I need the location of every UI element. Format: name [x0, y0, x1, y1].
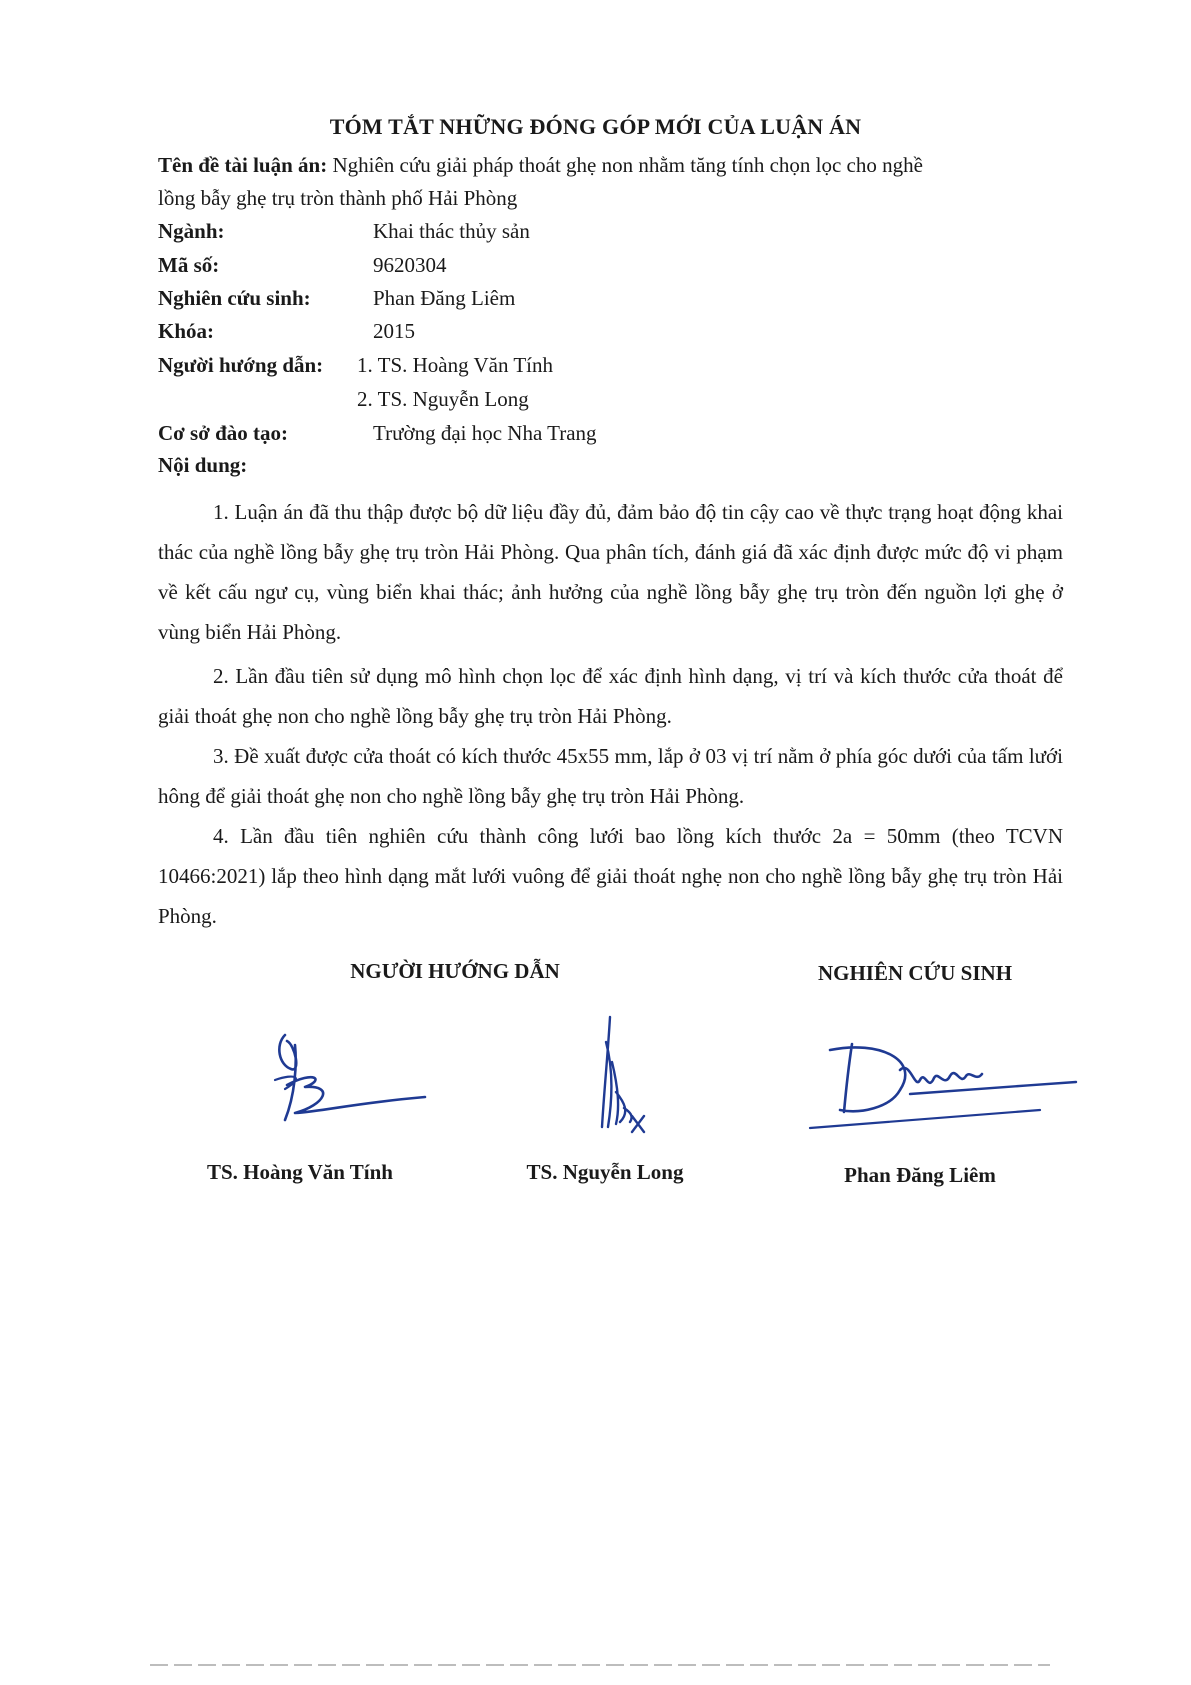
signature-nguyen-long: [590, 1012, 650, 1142]
document-title: TÓM TẮT NHỮNG ĐÓNG GÓP MỚI CỦA LUẬN ÁN: [329, 114, 862, 139]
content-paragraph-4: 4. Lần đầu tiên nghiên cứu thành công lưới bao lồng kích thước 2a = 50mm (theo TCVN 10466:2021) lắp theo hình dạng mắt lưới vuông để giải thoát nghẹ non cho nghề lồng bẫy ghẹ trụ tròn Hải Phòng.: [158, 824, 1063, 928]
signature-name-2: TS. Nguyễn Long: [526, 1160, 684, 1184]
field-label-major: Ngành:: [158, 219, 225, 243]
advisor-first: 1. TS. Hoàng Văn Tính: [357, 353, 554, 377]
field-label-advisors: Người hướng dẫn:: [158, 353, 324, 377]
signature-hoang-van-tinh: [265, 1025, 435, 1135]
field-value-code: 9620304: [373, 253, 447, 277]
field-label-institution: Cơ sở đào tạo:: [158, 421, 289, 445]
advisor-second: 2. TS. Nguyễn Long: [357, 387, 529, 411]
field-value-cohort: 2015: [373, 319, 415, 343]
topic-text-2: lồng bẫy ghẹ trụ tròn thành phố Hải Phòng: [158, 186, 518, 210]
field-value-major: Khai thác thủy sản: [373, 219, 530, 243]
field-value-student: Phan Đăng Liêm: [373, 286, 516, 310]
signature-name-3: Phan Đăng Liêm: [844, 1163, 996, 1187]
scan-edge-line: [150, 1662, 1050, 1668]
student-heading: NGHIÊN CỨU SINH: [817, 961, 1013, 985]
advisor-heading: NGƯỜI HƯỚNG DẪN: [350, 959, 560, 983]
topic-line-1: [158, 150, 923, 180]
topic-text-1: Nghiên cứu giải pháp thoát ghẹ non nhằm tăng tính chọn lọc cho nghề: [332, 153, 923, 177]
signature-phan-dang-lien: [800, 1030, 1080, 1140]
topic-label: Tên đề tài luận án:: [158, 153, 328, 177]
content-paragraph-1: 1. Luận án đã thu thập được bộ dữ liệu đầy đủ, đảm bảo độ tin cậy cao về thực trạng hoạt động khai thác của nghề lồng bẫy ghẹ trụ tròn Hải Phòng. Qua phân tích, đánh giá đã xác định được mức độ vi phạm về kết cấu ngư cụ, vùng biển khai thác; ảnh hưởng của nghề lồng bẫy ghẹ trụ tròn đến nguồn lợi ghẹ ở vùng biển Hải Phòng.: [158, 500, 1063, 644]
content-label: Nội dung:: [158, 453, 248, 477]
content-paragraph-2: 2. Lần đầu tiên sử dụng mô hình chọn lọc để xác định hình dạng, vị trí và kích thước cửa thoát để giải thoát ghẹ non cho nghề lồng bẫy ghẹ trụ tròn Hải Phòng.: [158, 664, 1063, 728]
field-value-institution: Trường đại học Nha Trang: [373, 421, 597, 445]
field-label-code: Mã số:: [158, 253, 220, 277]
content-paragraph-3: 3. Đề xuất được cửa thoát có kích thước 45x55 mm, lắp ở 03 vị trí nằm ở phía góc dưới của tấm lưới hông để giải thoát ghẹ non cho nghề lồng bẫy ghẹ trụ tròn Hải Phòng.: [158, 744, 1063, 808]
field-label-student: Nghiên cứu sinh:: [158, 286, 311, 310]
field-label-cohort: Khóa:: [158, 319, 215, 343]
signature-name-1: TS. Hoàng Văn Tính: [207, 1160, 393, 1184]
